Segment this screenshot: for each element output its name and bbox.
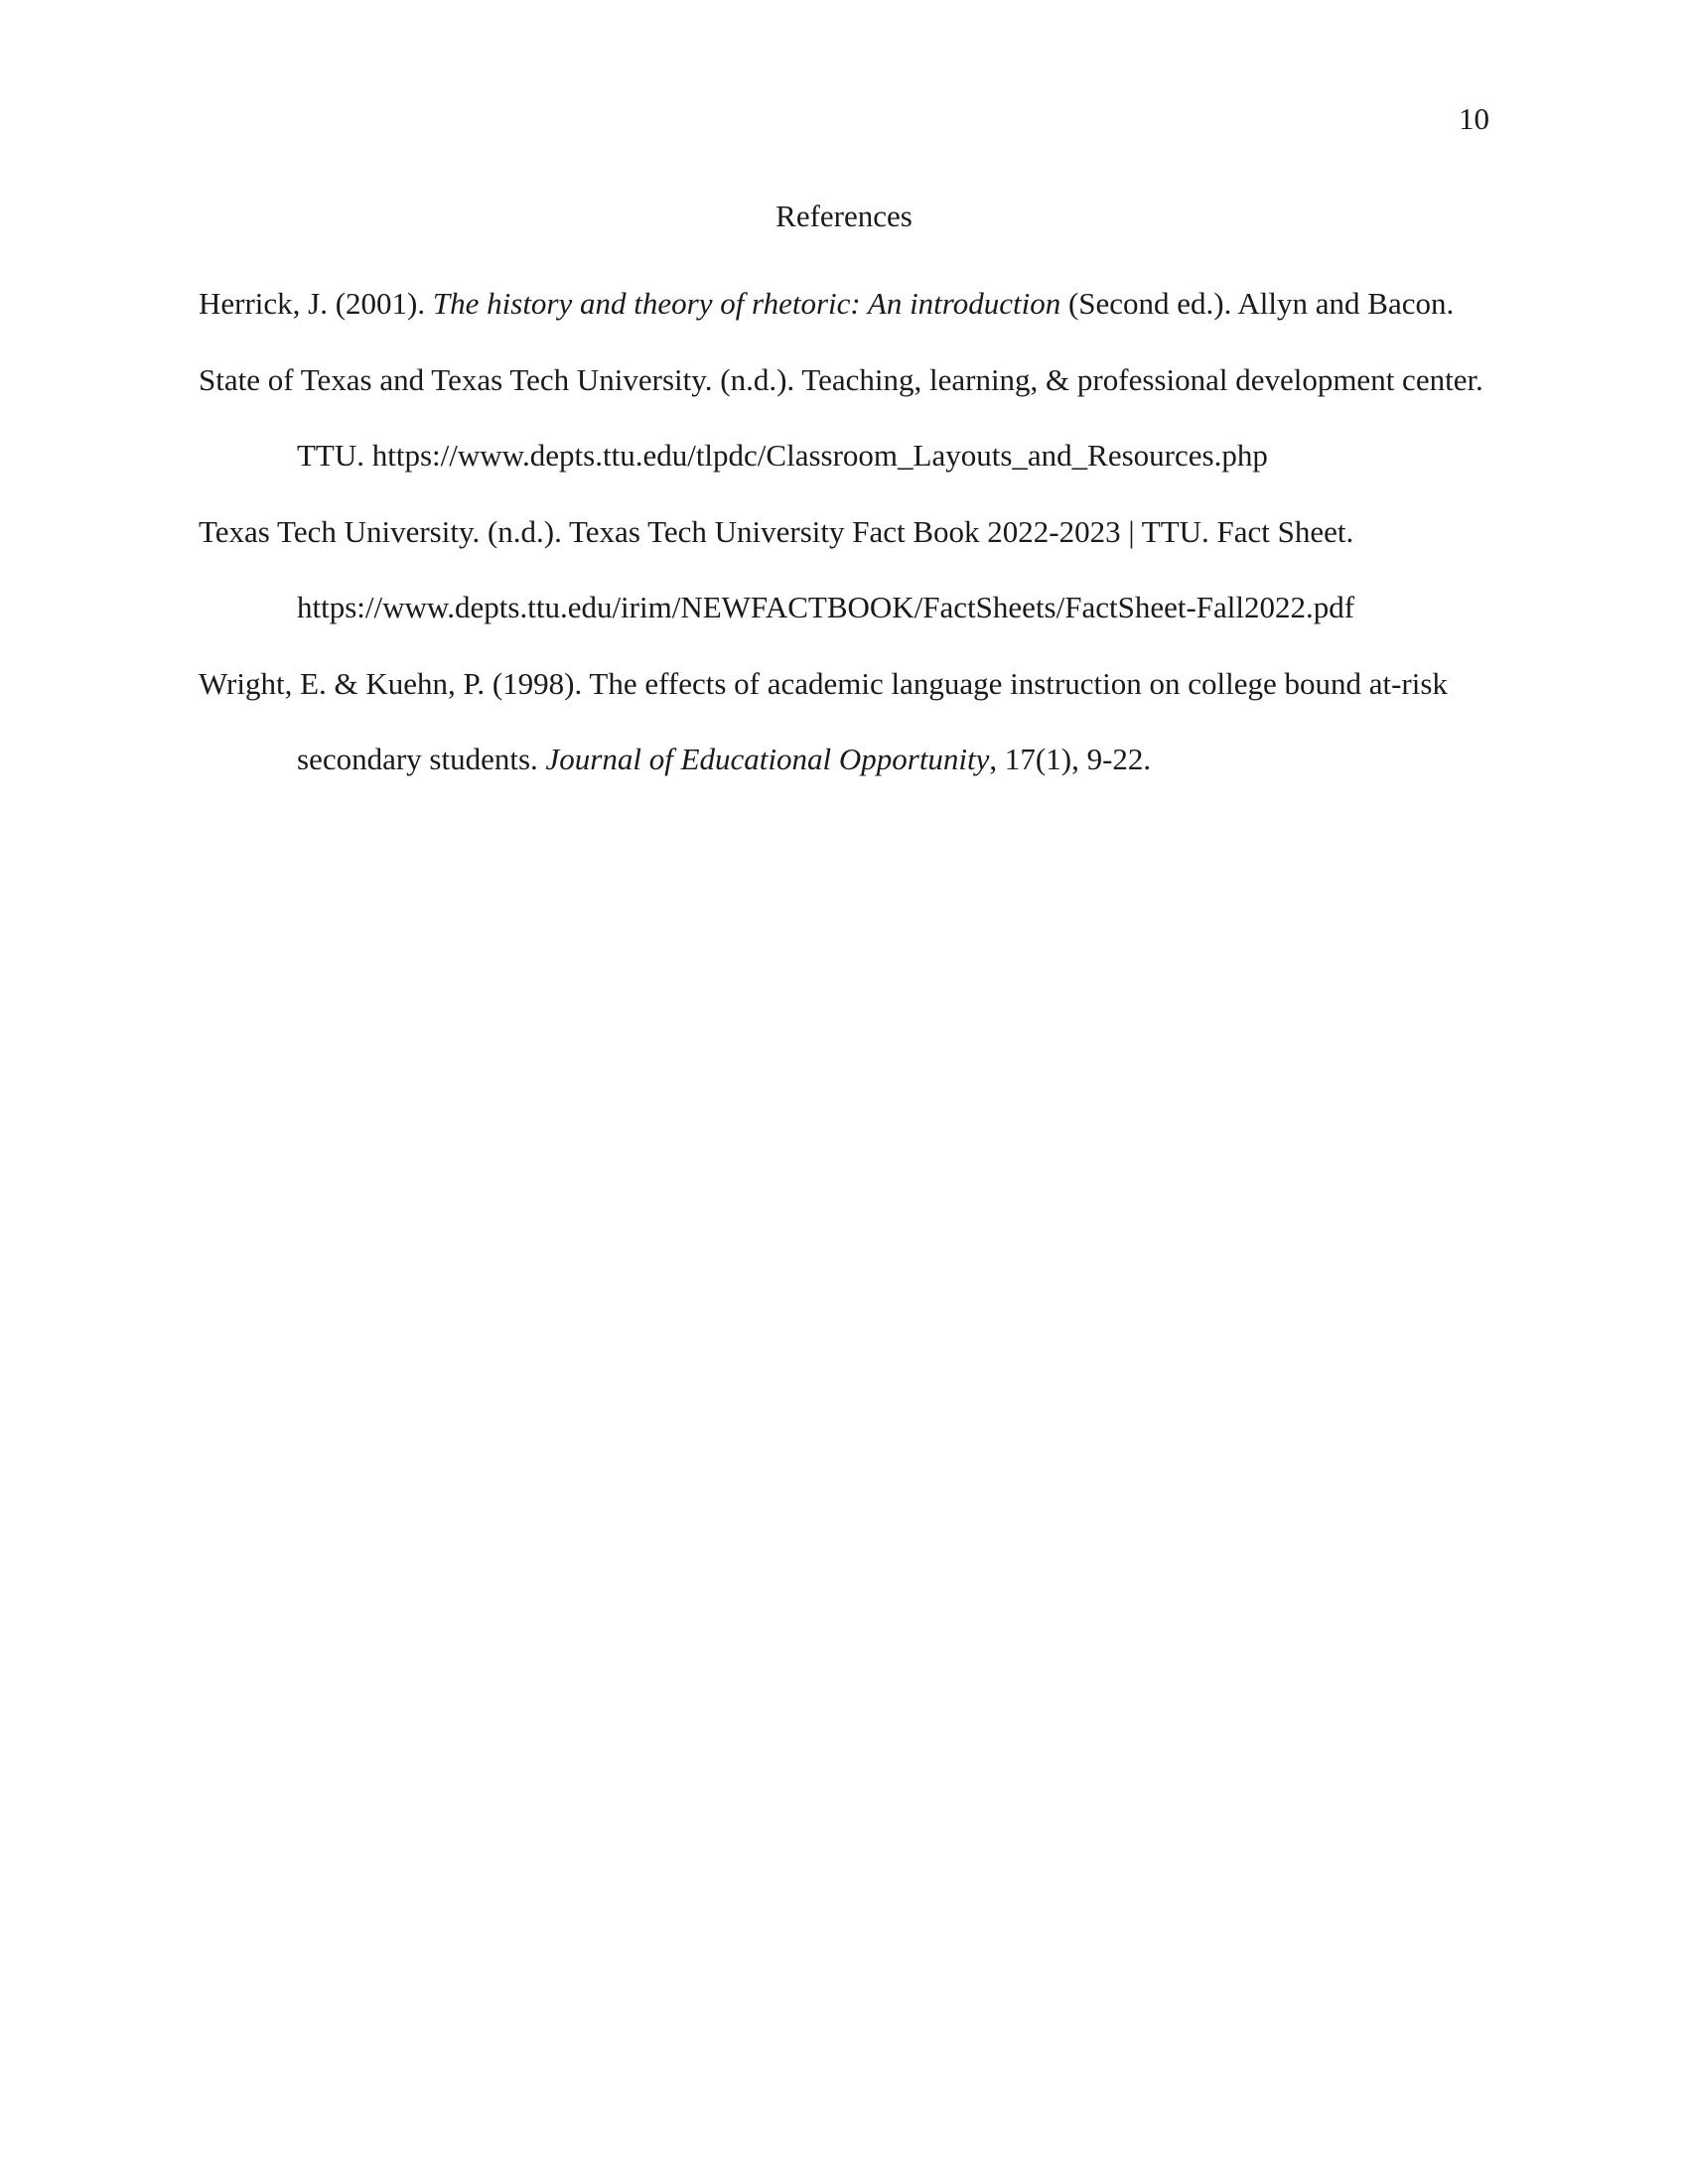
page-number: 10 (1459, 101, 1489, 136)
reference-wright-kuehn-author-title: Wright, E. & Kuehn, P. (1998). The effects of academic language instruction on college bound at-risk secondary students. (199, 665, 1448, 776)
reference-herrick-author-year: Herrick, J. (2001). (199, 286, 433, 321)
reference-herrick-title: The history and theory of rhetoric: An introduction (432, 286, 1061, 321)
reference-herrick-publisher: (Second ed.). Allyn and Bacon. (1060, 286, 1455, 321)
reference-entry-wright-kuehn (199, 646, 1489, 798)
reference-list (199, 266, 1489, 798)
reference-state-of-texas-text: State of Texas and Texas Tech University. (n.d.). Teaching, learning, & professional development center. TTU. https://www.depts.ttu.edu/tlpdc/Classroom_Layouts_and_Resources.php (199, 361, 1483, 473)
reference-entry-herrick (199, 266, 1489, 342)
references-heading: References (775, 199, 913, 233)
reference-texas-tech-fact-book-text: Texas Tech University. (n.d.). Texas Tech University Fact Book 2022-2023 | TTU. Fact Sheet. https://www.depts.ttu.edu/irim/NEWFACTBOOK/FactSheets/FactSheet-Fall2022.pdf (199, 513, 1355, 624)
reference-wright-kuehn-journal: Journal of Educational Opportunity (545, 742, 990, 776)
reference-entry-state-of-texas (199, 342, 1489, 494)
reference-wright-kuehn-volume-pages: , 17(1), 9-22. (989, 742, 1152, 776)
reference-entry-texas-tech-fact-book (199, 494, 1489, 646)
